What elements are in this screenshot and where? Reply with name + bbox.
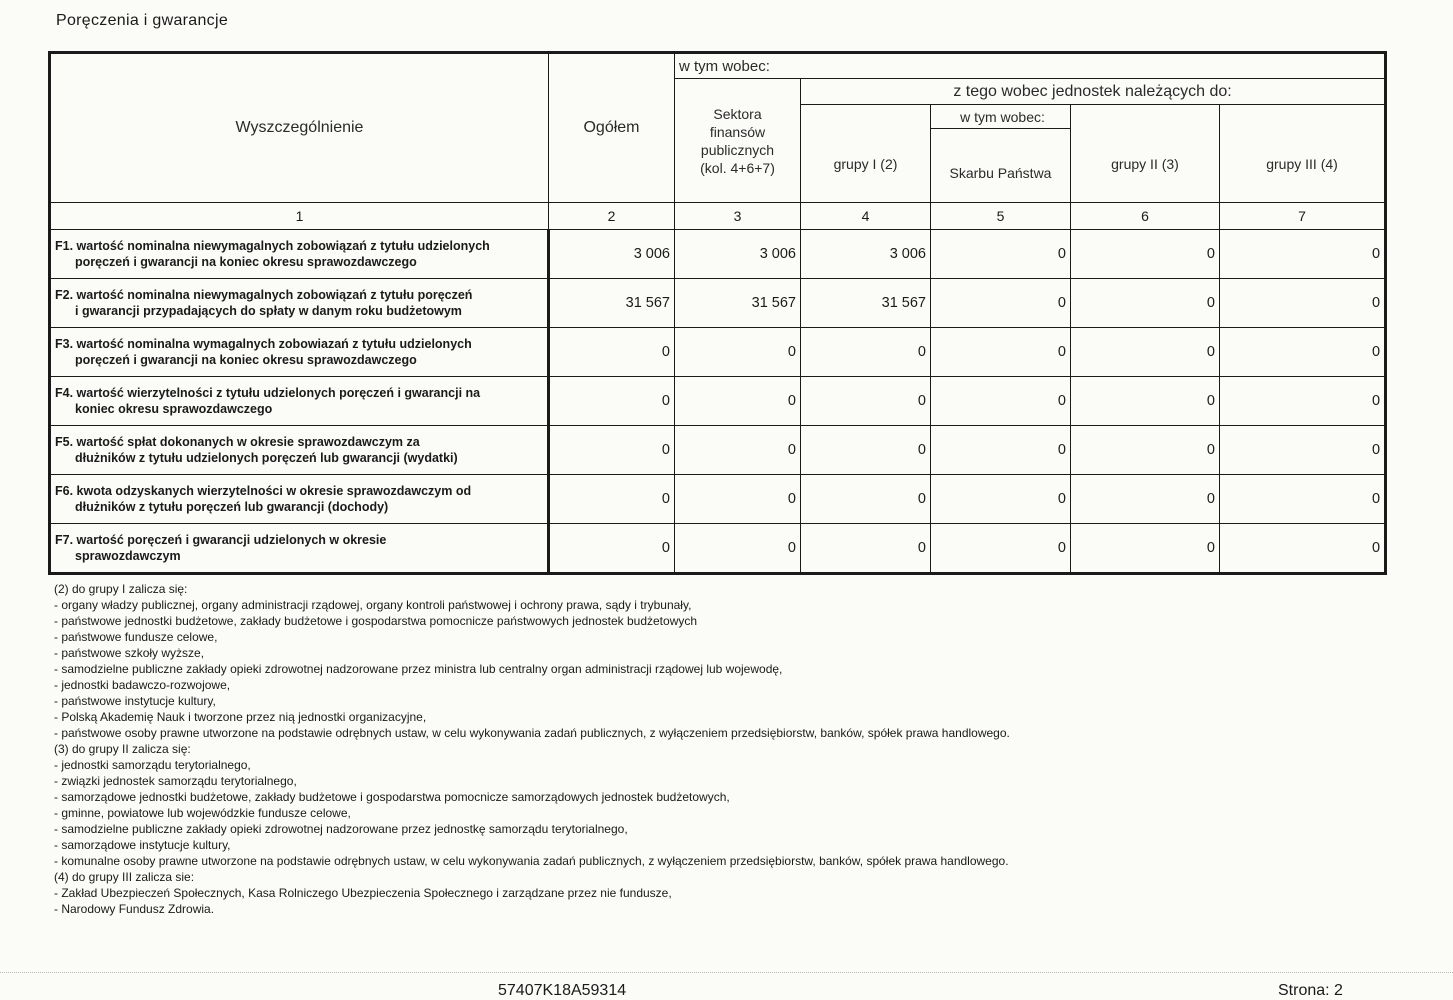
header-sektora-l3: publicznych (700, 141, 775, 158)
cell-skarbu: 0 (931, 524, 1071, 574)
note-line: - państwowe osoby prawne utworzone na podstawie odrębnych ustaw, w celu wykonywania zadań publicznych, z wyłączeniem przedsiębiorstw, banków, spółek prawa handlowego. (54, 726, 1010, 740)
row-desc-line2: dłużników z tytułu udzielonych poręczeń lub gwarancji (wydatki) (75, 451, 458, 465)
cell-grupy-2: 0 (1071, 279, 1220, 328)
row-desc-line1: F3. wartość nominalna wymagalnych zobowiazań z tytułu udzielonych (55, 337, 472, 351)
cell-skarbu: 0 (931, 475, 1071, 524)
note-line: (3) do grupy II zalicza się: (54, 742, 191, 756)
note-line: - związki jednostek samorządu terytorialnego, (54, 774, 297, 788)
row-desc-line2: i gwarancji przypadających do spłaty w danym roku budżetowym (75, 304, 462, 318)
cell-grupy-3: 0 (1220, 230, 1386, 279)
page-number: Strona: 2 (1278, 982, 1343, 999)
column-numbers-row (50, 203, 1386, 230)
cell-grupy-3: 0 (1220, 328, 1386, 377)
note-line: - Polską Akademię Nauk i tworzone przez nią jednostki organizacyjne, (54, 710, 427, 724)
row-desc-line2: dłużników z tytułu poręczeń lub gwarancji (dochody) (75, 500, 389, 514)
header-grupy-3: grupy III (4) (1220, 105, 1386, 203)
cell-grupy-1: 0 (801, 426, 931, 475)
header-w-tym-wobec: w tym wobec: (675, 53, 1386, 79)
row-desc-line1: F2. wartość nominalna niewymagalnych zobowiązań z tytułu poręczeń (55, 288, 473, 302)
cell-sektora: 0 (675, 475, 801, 524)
note-line: - Narodowy Fundusz Zdrowia. (54, 902, 215, 916)
cell-skarbu: 0 (931, 328, 1071, 377)
cell-grupy-2: 0 (1071, 328, 1220, 377)
row-description (50, 328, 549, 377)
cell-sektora: 0 (675, 524, 801, 574)
header-grupy-1: grupy I (2) (801, 105, 931, 203)
cell-sektora: 0 (675, 377, 801, 426)
cell-grupy-2: 0 (1071, 524, 1220, 574)
note-line: (4) do grupy III zalicza sie: (54, 870, 195, 884)
note-line: - Zakład Ubezpieczeń Społecznych, Kasa Rolniczego Ubezpieczenia Społecznego i zarządzane przez nie fundusze, (54, 886, 672, 900)
table-row-f7 (50, 524, 1386, 574)
cell-skarbu: 0 (931, 279, 1071, 328)
col-number: 2 (549, 203, 675, 230)
col-number: 1 (50, 203, 549, 230)
cell-ogolem: 0 (549, 426, 675, 475)
cell-grupy-2: 0 (1071, 230, 1220, 279)
row-desc-line2: sprawozdawczym (75, 549, 181, 563)
cell-grupy-3: 0 (1220, 426, 1386, 475)
note-line: (2) do grupy I zalicza się: (54, 582, 188, 596)
cell-grupy-1: 0 (801, 475, 931, 524)
note-line: - państwowe jednostki budżetowe, zakłady budżetowe i gospodarstwa pomocnicze państwowych jednostek budżetowych (54, 614, 698, 628)
guarantees-table (48, 51, 1387, 575)
row-description (50, 426, 549, 475)
cell-grupy-1: 0 (801, 377, 931, 426)
footer-divider (0, 972, 1453, 973)
note-line: - samodzielne publiczne zakłady opieki zdrowotnej nadzorowane przez ministra lub centralny organ administracji rządowej lub wojewodę, (54, 662, 783, 676)
cell-ogolem: 0 (549, 475, 675, 524)
row-desc-line2: poręczeń i gwarancji na koniec okresu sprawozdawczego (75, 353, 417, 367)
row-desc-line1: F5. wartość spłat dokonanych w okresie sprawozdawczym za (55, 435, 420, 449)
cell-sektora: 31 567 (675, 279, 801, 328)
header-z-tego-wobec: z tego wobec jednostek należących do: (801, 79, 1386, 105)
row-desc-line2: koniec okresu sprawozdawczego (75, 402, 273, 416)
cell-grupy-3: 0 (1220, 524, 1386, 574)
cell-grupy-2: 0 (1071, 426, 1220, 475)
cell-grupy-1: 31 567 (801, 279, 931, 328)
note-line: - jednostki badawczo-rozwojowe, (54, 678, 231, 692)
footnotes (54, 581, 1010, 917)
cell-grupy-2: 0 (1071, 475, 1220, 524)
cell-sektora: 0 (675, 426, 801, 475)
col-number: 3 (675, 203, 801, 230)
cell-grupy-2: 0 (1071, 377, 1220, 426)
header-sektora-l4: (kol. 4+6+7) (700, 159, 775, 176)
row-desc-line2: poręczeń i gwarancji na koniec okresu sprawozdawczego (75, 255, 417, 269)
table-row-f6 (50, 475, 1386, 524)
header-sektora (675, 79, 801, 203)
cell-ogolem: 0 (549, 524, 675, 574)
row-desc-line1: F6. kwota odzyskanych wierzytelności w okresie sprawozdawczym od (55, 484, 472, 498)
note-line: - komunalne osoby prawne utworzone na podstawie odrębnych ustaw, w celu wykonywania zadań publicznych, z wyłączeniem przedsiębiorstw, banków, spółek prawa handlowego. (54, 854, 1009, 868)
table-row-f2 (50, 279, 1386, 328)
cell-grupy-3: 0 (1220, 475, 1386, 524)
cell-grupy-3: 0 (1220, 377, 1386, 426)
document-code: 57407K18A59314 (498, 982, 627, 999)
note-line: - państwowe szkoły wyższe, (54, 646, 205, 660)
cell-skarbu: 0 (931, 426, 1071, 475)
cell-sektora: 3 006 (675, 230, 801, 279)
table-row-f5 (50, 426, 1386, 475)
header-skarbu: Skarbu Państwa (931, 129, 1071, 203)
cell-grupy-3: 0 (1220, 279, 1386, 328)
header-w-tym-wobec-2: w tym wobec: (931, 105, 1071, 129)
cell-grupy-1: 3 006 (801, 230, 931, 279)
col-number: 4 (801, 203, 931, 230)
col-number: 5 (931, 203, 1071, 230)
header-sektora-l2: finansów (709, 123, 766, 140)
row-description (50, 524, 549, 574)
header-wyszczegolnienie: Wyszczególnienie (50, 53, 549, 203)
table-row-f1 (50, 230, 1386, 279)
cell-ogolem: 0 (549, 377, 675, 426)
row-desc-line1: F1. wartość nominalna niewymagalnych zobowiązań z tytułu udzielonych (55, 239, 490, 253)
cell-ogolem: 31 567 (549, 279, 675, 328)
table-row-f4 (50, 377, 1386, 426)
note-line: - państwowe fundusze celowe, (54, 630, 218, 644)
note-line: - państwowe instytucje kultury, (54, 694, 216, 708)
cell-sektora: 0 (675, 328, 801, 377)
cell-skarbu: 0 (931, 230, 1071, 279)
row-desc-line1: F4. wartość wierzytelności z tytułu udzielonych poręczeń i gwarancji na (55, 386, 481, 400)
row-desc-line1: F7. wartość poręczeń i gwarancji udzielonych w okresie (55, 533, 387, 547)
row-description (50, 279, 549, 328)
cell-grupy-1: 0 (801, 524, 931, 574)
col-number: 7 (1220, 203, 1386, 230)
cell-ogolem: 0 (549, 328, 675, 377)
cell-skarbu: 0 (931, 377, 1071, 426)
table-row-f3 (50, 328, 1386, 377)
page-title: Poręczenia i gwarancje (56, 12, 229, 29)
note-line: - gminne, powiatowe lub wojewódzkie fundusze celowe, (54, 806, 351, 820)
col-number: 6 (1071, 203, 1220, 230)
cell-ogolem: 3 006 (549, 230, 675, 279)
header-sektora-l1: Sektora (713, 105, 762, 122)
note-line: - jednostki samorządu terytorialnego, (54, 758, 251, 772)
row-description (50, 475, 549, 524)
header-ogolem: Ogółem (549, 53, 675, 203)
cell-grupy-1: 0 (801, 328, 931, 377)
row-description (50, 377, 549, 426)
header-grupy-2: grupy II (3) (1071, 105, 1220, 203)
note-line: - samorządowe jednostki budżetowe, zakłady budżetowe i gospodarstwa pomocnicze samorządowych jednostek budżetowych, (54, 790, 730, 804)
row-description (50, 230, 549, 279)
note-line: - organy władzy publicznej, organy administracji rządowej, organy kontroli państwowej i ochrony prawa, sądy i trybunały, (54, 598, 692, 612)
note-line: - samorządowe instytucje kultury, (54, 838, 231, 852)
note-line: - samodzielne publiczne zakłady opieki zdrowotnej nadzorowane przez jednostkę samorządu terytorialnego, (54, 822, 628, 836)
